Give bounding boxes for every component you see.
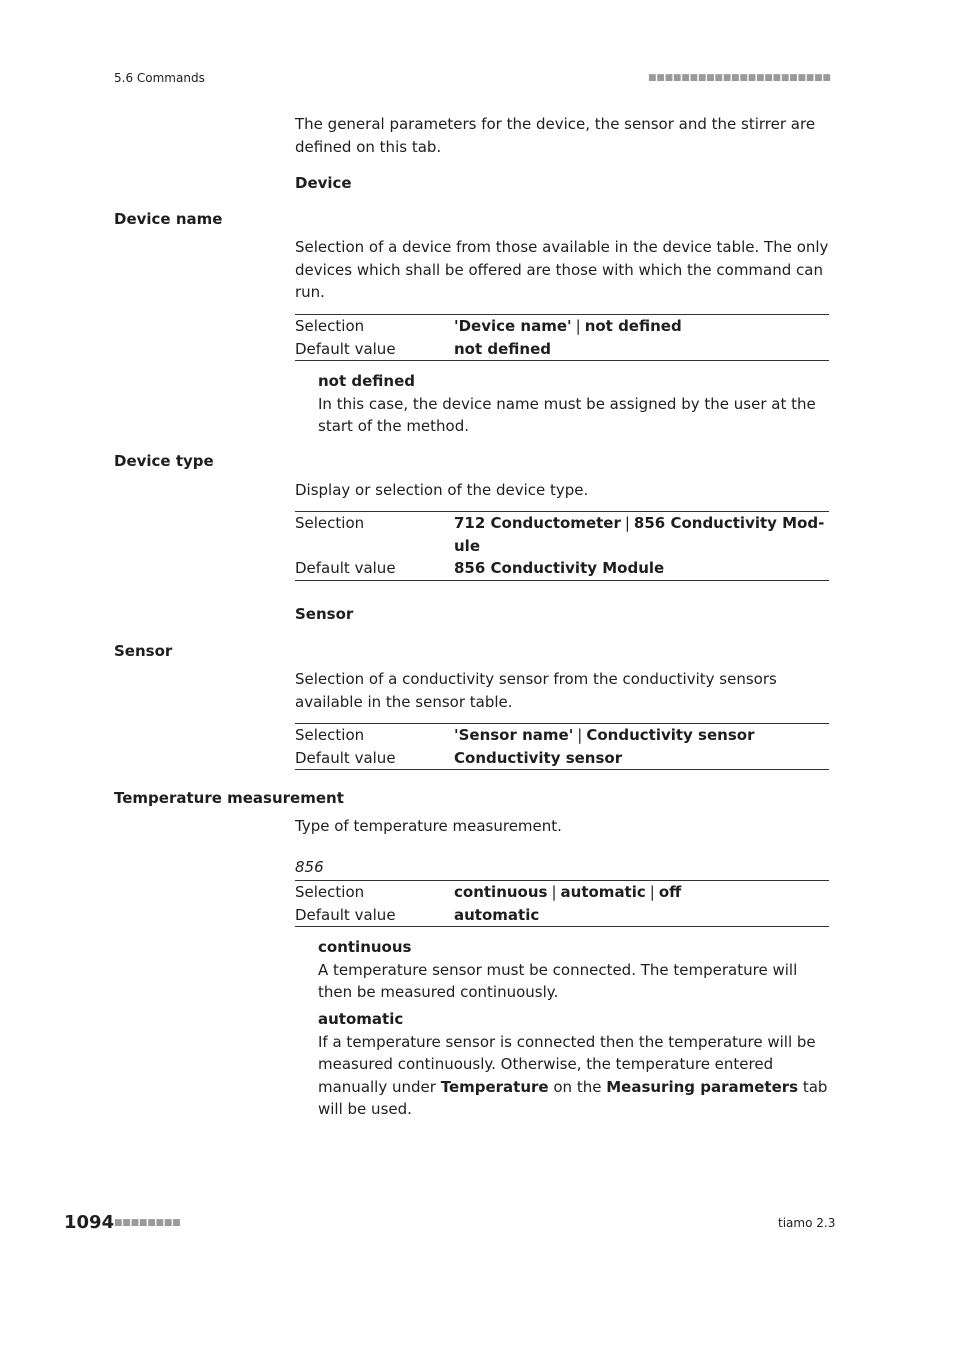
temperature-label: Temperature measurement [114, 789, 344, 807]
option-text: If a temperature sensor is connected then the temperature will be measured continuously. Otherwise, the temperature entered manually under Temperature on the Measuring parameters tab will be used. [318, 1032, 828, 1118]
default-value: automatic [454, 905, 540, 924]
sensor-description: Selection of a conductivity sensor from the conductivity sensors available in the sensor table. [295, 670, 777, 711]
device-tag-856: 856 [295, 858, 324, 876]
sensor-label: Sensor [114, 642, 173, 660]
selection-key: Selection [295, 883, 365, 901]
selection-value: 712 Conductometer | 856 Conductivity Mod- ule [454, 514, 825, 555]
option-not-defined [318, 370, 829, 438]
option-continuous [318, 936, 829, 1004]
option-title: automatic [318, 1010, 404, 1028]
default-row [295, 747, 829, 770]
intro-paragraph: The general parameters for the device, the sensor and the stirrer are defined on this tab. [295, 115, 816, 156]
device-type-table [295, 511, 829, 581]
selection-row [295, 315, 829, 338]
temperature-description: Type of temperature measurement. [295, 817, 562, 835]
sensor-heading: Sensor [295, 605, 354, 623]
temperature-table [295, 880, 829, 927]
default-value: 856 Conductivity Module [454, 559, 665, 577]
default-key: Default value [295, 339, 396, 358]
option-automatic [318, 1008, 829, 1121]
option-title: continuous [318, 938, 412, 956]
device-type-description: Display or selection of the device type. [295, 481, 589, 499]
option-text: A temperature sensor must be connected. The temperature will then be measured continuously. [318, 960, 798, 1001]
default-value: Conductivity sensor [454, 748, 623, 767]
page-number: 1094 [64, 1212, 115, 1233]
selection-row [295, 724, 829, 747]
selection-value: continuous | automatic | off [454, 883, 682, 901]
device-name-description: Selection of a device from those available in the device table. The only devices which shall be offered are those with which the command can run. [295, 238, 829, 301]
default-row [295, 904, 829, 927]
footer-dots: ■■■■■■■■ [114, 1218, 181, 1228]
default-value: not defined [454, 339, 551, 358]
selection-key: Selection [295, 726, 365, 744]
default-key: Default value [295, 905, 396, 924]
option-title: not defined [318, 372, 415, 390]
selection-key: Selection [295, 317, 365, 335]
device-heading: Device [295, 174, 352, 192]
default-key: Default value [295, 748, 396, 767]
device-name-table [295, 314, 829, 361]
header-dots: ■■■■■■■■■■■■■■■■■■■■■■ [648, 73, 831, 83]
selection-row [295, 881, 829, 904]
sensor-table [295, 723, 829, 770]
running-header-section: 5.6 Commands [114, 71, 205, 85]
option-text: In this case, the device name must be assigned by the user at the start of the method. [318, 394, 816, 435]
selection-value: 'Sensor name' | Conductivity sensor [454, 726, 755, 744]
default-row [295, 557, 829, 580]
selection-row [295, 512, 829, 557]
selection-key: Selection [295, 514, 365, 532]
selection-value: 'Device name' | not defined [454, 317, 682, 335]
device-name-label: Device name [114, 210, 223, 228]
device-type-label: Device type [114, 452, 214, 470]
product-name: tiamo 2.3 [778, 1216, 836, 1230]
default-key: Default value [295, 559, 396, 577]
default-row [295, 338, 829, 361]
